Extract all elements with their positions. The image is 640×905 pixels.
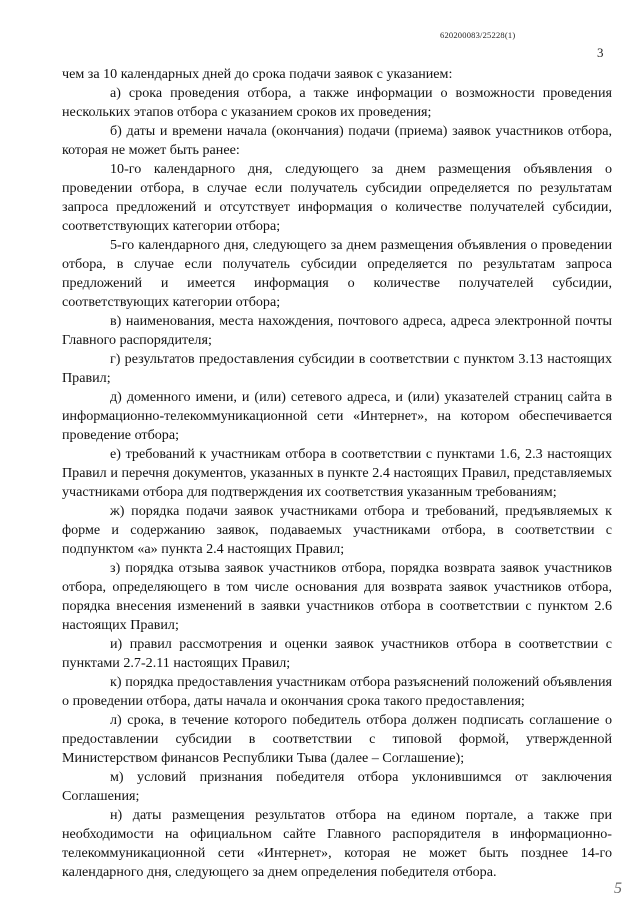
page-number: 3 bbox=[597, 45, 604, 60]
handwritten-page-mark: 5 bbox=[614, 880, 622, 897]
paragraph-item-b-2: 5-го календарного дня, следующего за днем размещения объявления о проведении отбора, в случае если получатель субсидии определяется по результатам запроса предложений и имеется информация о количестве получателей субсидии, соответствующих категории отбора; bbox=[62, 237, 612, 310]
paragraph-item-l: л) срока, в течение которого победитель отбора должен подписать соглашение о предоставлении субсидии в соответствии с типовой формой, утвержденной Министерством финансов Республики Тыва (далее – Соглашение); bbox=[62, 712, 612, 766]
paragraph-item-a: а) срока проведения отбора, а также информации о возможности проведения нескольких этапов отбора с указанием сроков их проведения; bbox=[62, 85, 612, 120]
paragraph-item-n: н) даты размещения результатов отбора на едином портале, а также при необходимости на официальном сайте Главного распорядителя в информационно-телекоммуникационной сети «Интернет», которая не может быть позднее 14-го календарного дня, следующего за днем определения победителя отбора. bbox=[62, 807, 612, 880]
paragraph-item-z: з) порядка отзыва заявок участников отбора, порядка возврата заявок участников отбора, определяющего в том числе основания для возврата заявок участников отбора, порядка внесения изменений в заявки участников отбора в соответствии с пунктом 2.6 настоящих Правил; bbox=[62, 560, 612, 633]
paragraph-item-d: д) доменного имени, и (или) сетевого адреса, и (или) указателей страниц сайта в информационно-телекоммуникационной сети «Интернет», на котором обеспечивается проведение отбора; bbox=[62, 389, 612, 443]
paragraph-item-k: к) порядка предоставления участникам отбора разъяснений положений объявления о проведении отбора, даты начала и окончания срока такого предоставления; bbox=[62, 674, 612, 709]
document-body bbox=[62, 65, 612, 882]
paragraph-item-m: м) условий признания победителя отбора уклонившимся от заключения Соглашения; bbox=[62, 769, 612, 804]
paragraph-item-g: г) результатов предоставления субсидии в соответствии с пунктом 3.13 настоящих Правил; bbox=[62, 351, 612, 386]
document-code: 620200083/25228(1) bbox=[440, 30, 516, 40]
paragraph-item-b: б) даты и времени начала (окончания) подачи (приема) заявок участников отбора, которая не может быть ранее: bbox=[62, 123, 612, 158]
paragraph-item-i: и) правил рассмотрения и оценки заявок участников отбора в соответствии с пунктами 2.7-2.11 настоящих Правил; bbox=[62, 636, 612, 671]
paragraph-item-e: е) требований к участникам отбора в соответствии с пунктами 1.6, 2.3 настоящих Правил и перечня документов, указанных в пункте 2.4 настоящих Правил, представляемых участниками отбора для подтверждения их соответствия указанным требованиям; bbox=[62, 446, 612, 500]
paragraph-intro: чем за 10 календарных дней до срока подачи заявок с указанием: bbox=[62, 66, 453, 82]
paragraph-item-zh: ж) порядка подачи заявок участниками отбора и требований, предъявляемых к форме и содержанию заявок, подаваемых участниками отбора, в соответствии с подпунктом «а» пункта 2.4 настоящих Правил; bbox=[62, 503, 612, 557]
paragraph-item-v: в) наименования, места нахождения, почтового адреса, адреса электронной почты Главного распорядителя; bbox=[62, 313, 612, 348]
paragraph-item-b-1: 10-го календарного дня, следующего за днем размещения объявления о проведении отбора, в случае если получатель субсидии определяется по результатам запроса предложений и отсутствует информация о количестве получателей субсидии, соответствующих категории отбора; bbox=[62, 161, 612, 234]
